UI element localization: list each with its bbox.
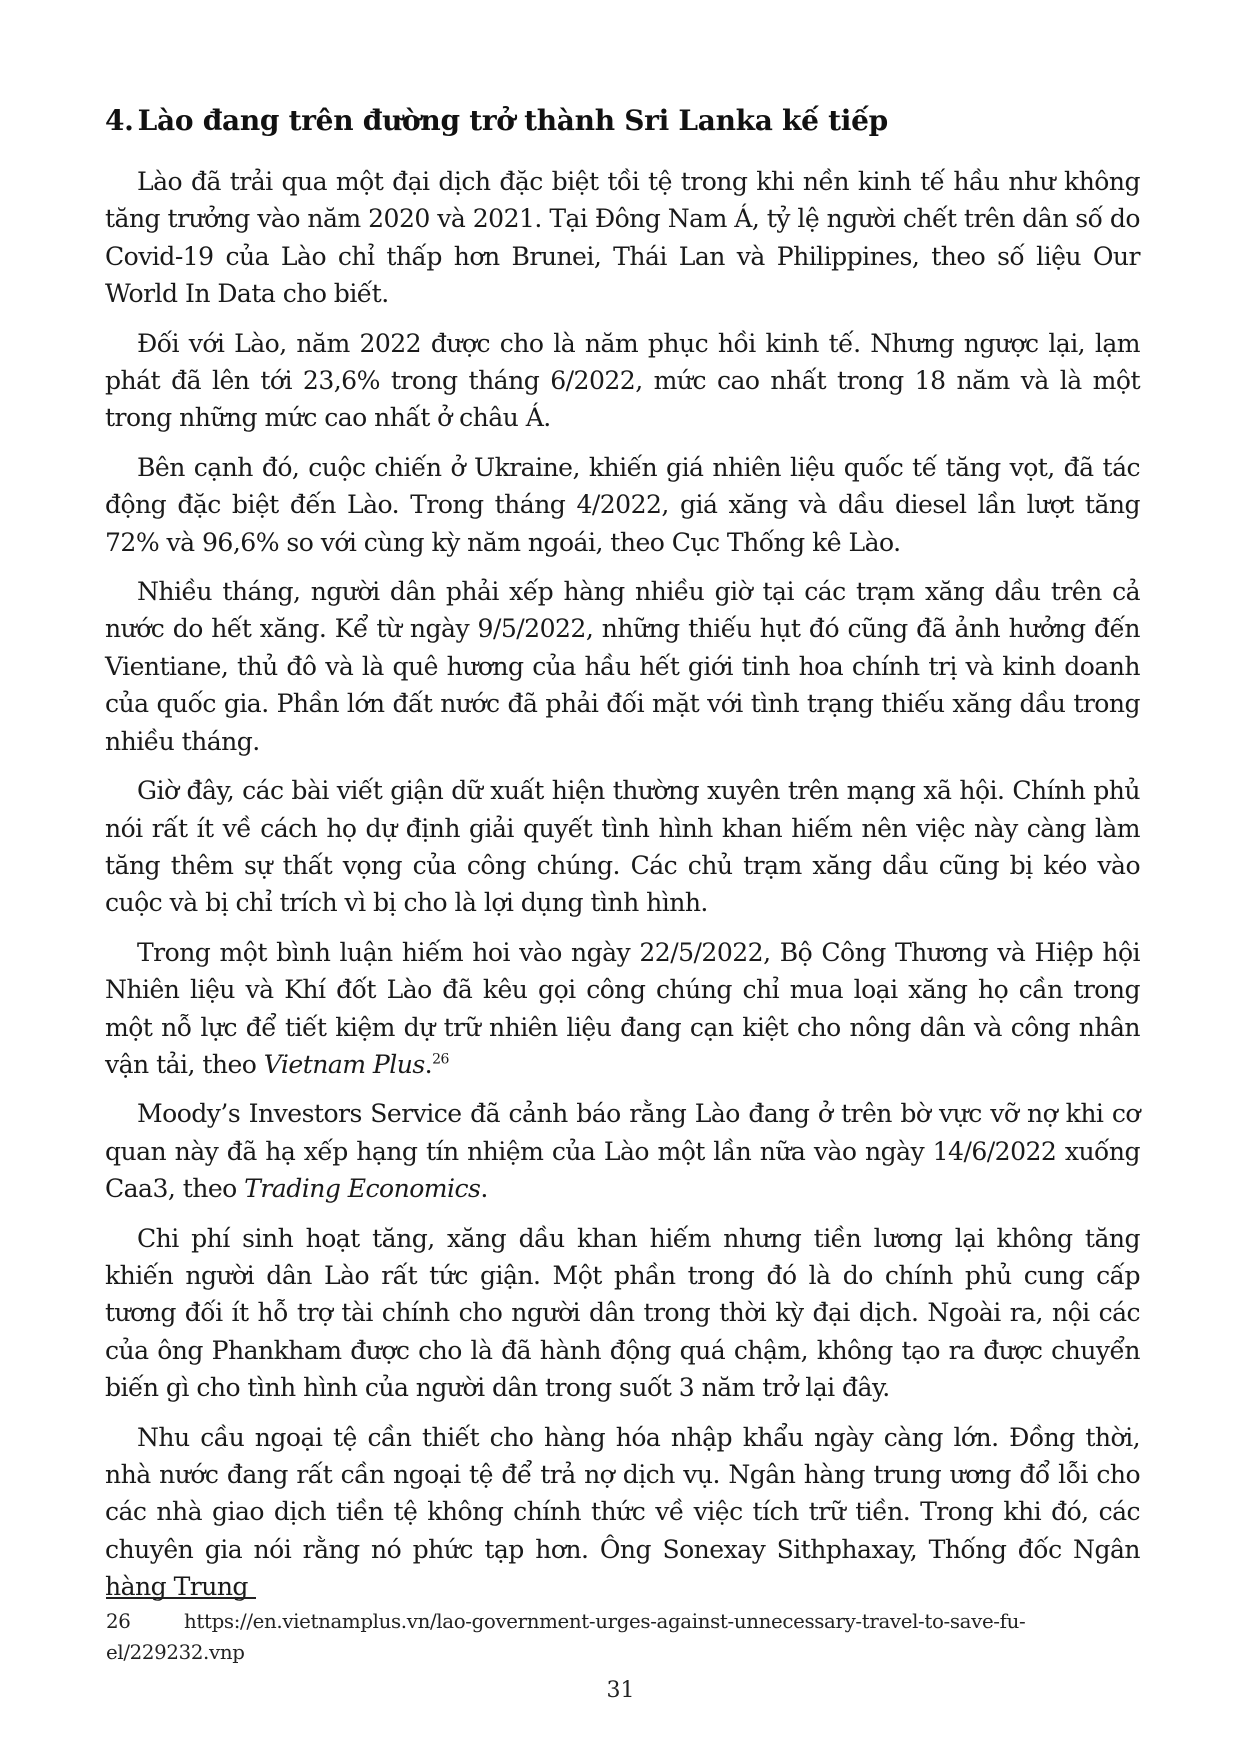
body-text [105,163,1140,1618]
paragraph: Trong một bình luận hiếm hoi vào ngày 22/5/2022, Bộ Công Thương và Hiệp hội Nhiên liệu và Khí đốt Lào đã kêu gọi công chúng chỉ mua loại xăng họ cần trong một nỗ lực để tiết kiệm dự trữ nhiên liệu đang cạn kiệt cho nông dân và công nhân vận tải, theo Vietnam Plus.$^{26}$ [105,937,1140,1079]
paragraph: Nhu cầu ngoại tệ cần thiết cho hàng hóa nhập khẩu ngày càng lớn. Đồng thời, nhà nước đang rất cần ngoại tệ để trả nợ dịch vụ. Ngân hàng trung ương đổ lỗi cho các nhà giao dịch tiền tệ không chính thức về việc tích trữ tiền. Trong khi đó, các chuyên gia nói rằng nó phức tạp hơn. Ông Sonexay Sithphaxay, Thống đốc Ngân hàng Trung [105,1422,1140,1602]
footnote-url-line2[interactable]: el/229232.vnp [106,1641,245,1664]
paragraph: Nhiều tháng, người dân phải xếp hàng nhiều giờ tại các trạm xăng dầu trên cả nước do hết xăng. Kể từ ngày 9/5/2022, những thiếu hụt đó cũng đã ảnh hưởng đến Vientiane, thủ đô và là quê hương của hầu hết giới tinh hoa chính trị và kinh doanh của quốc gia. Phần lớn đất nước đã phải đối mặt với tình trạng thiếu xăng dầu trong nhiều tháng. [105,577,1140,756]
footnote-number: 26 [106,1610,131,1633]
page-number: 31 [606,1678,635,1703]
source-name: Vietnam Plus [263,1049,425,1079]
footnote-url-line1[interactable]: https://en.vietnamplus.vn/lao-government-urges-against-unnecessary-travel-to-save-fu- [184,1610,1026,1633]
paragraph: Giờ đây, các bài viết giận dữ xuất hiện thường xuyên trên mạng xã hội. Chính phủ nói rất ít về cách họ dự định giải quyết tình hình khan hiếm nên việc này càng làm tăng thêm sự thất vọng của công chúng. Các chủ trạm xăng dầu cũng bị kéo vào cuộc và bị chỉ trích vì bị cho là lợi dụng tình hình. [105,776,1140,918]
paragraph: Moody’s Investors Service đã cảnh báo rằng Lào đang ở trên bờ vực vỡ nợ khi cơ quan này đã hạ xếp hạng tín nhiệm của Lào một lần nữa vào ngày 14/6/2022 xuống Caa3, theo Trading Economics. [105,1099,1140,1204]
paragraph: Bên cạnh đó, cuộc chiến ở Ukraine, khiến giá nhiên liệu quốc tế tăng vọt, đã tác động đặc biệt đến Lào. Trong tháng 4/2022, giá xăng và dầu diesel lần lượt tăng 72% và 96,6% so với cùng kỳ năm ngoái, theo Cục Thống kê Lào. [105,452,1140,557]
source-name: Trading Economics [244,1174,481,1204]
footnote [106,1606,1136,1668]
paragraph: Lào đã trải qua một đại dịch đặc biệt tồi tệ trong khi nền kinh tế hầu như không tăng trưởng vào năm 2020 và 2021. Tại Đông Nam Á, tỷ lệ người chết trên dân số do Covid-19 của Lào chỉ thấp hơn Brunei, Thái Lan và Philippines, theo số liệu Our World In Data cho biết. [105,167,1140,309]
footnote-divider [106,1597,256,1599]
section-number: 4. [105,104,134,137]
section-heading [105,101,1145,141]
section-title: Lào đang trên đường trở thành Sri Lanka kế tiếp [137,104,888,137]
paragraph: Đối với Lào, năm 2022 được cho là năm phục hồi kinh tế. Nhưng ngược lại, lạm phát đã lên tới 23,6% trong tháng 6/2022, mức cao nhất trong 18 năm và là một trong những mức cao nhất ở châu Á. [105,328,1140,433]
footnote-ref[interactable]: 26 [432,1051,449,1068]
paragraph: Chi phí sinh hoạt tăng, xăng dầu khan hiếm nhưng tiền lương lại không tăng khiến người dân Lào rất tức giận. Một phần trong đó là do chính phủ cung cấp tương đối ít hỗ trợ tài chính cho người dân trong thời kỳ đại dịch. Ngoài ra, nội các của ông Phankham được cho là đã hành động quá chậm, không tạo ra được chuyển biến gì cho tình hình của người dân trong suốt 3 năm trở lại đây. [105,1223,1140,1403]
